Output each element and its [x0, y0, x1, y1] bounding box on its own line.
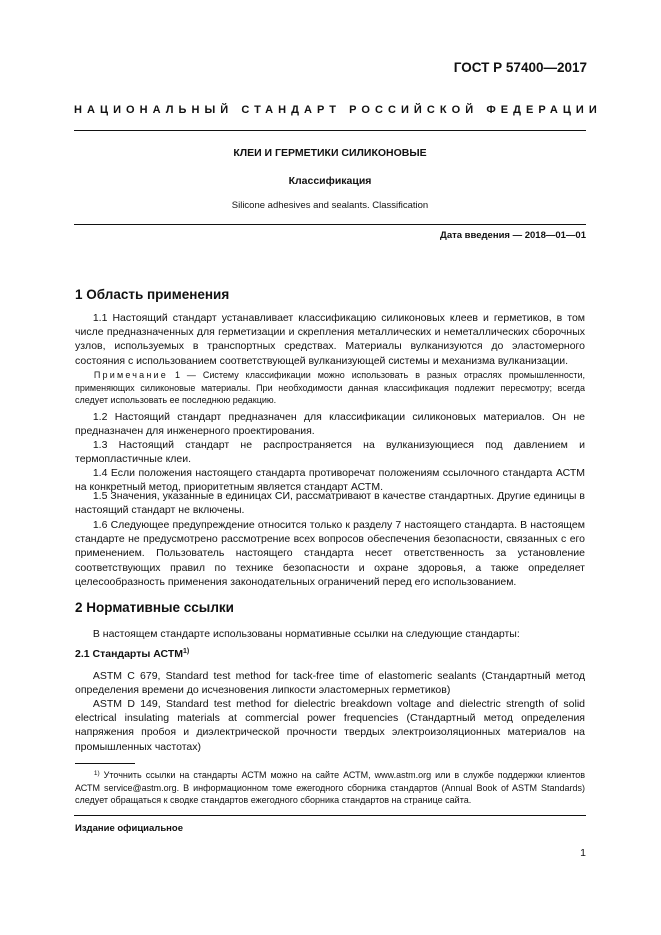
footnote-divider — [75, 763, 135, 764]
effective-date: Дата введения — 2018—01—01 — [440, 230, 586, 241]
note-label: Примечание — [93, 370, 168, 380]
header-divider — [74, 130, 586, 131]
standard-number: ГОСТ Р 57400—2017 — [453, 60, 587, 75]
paragraph-1-3: 1.3 Настоящий стандарт не распространяется на вулканизующиеся под давлением и термопластичные клеи. — [75, 439, 585, 466]
section-1-heading: 1 Область применения — [75, 287, 230, 302]
footnote-marker: 1) — [93, 770, 100, 777]
section-2-1-heading — [75, 648, 189, 660]
national-standard-banner: НАЦИОНАЛЬНЫЙ СТАНДАРТ РОССИЙСКОЙ ФЕДЕРАЦИИ — [74, 104, 602, 116]
footer-divider — [74, 815, 586, 816]
edition-label: Издание официальное — [75, 823, 183, 834]
note-text: 1 — Систему классификации можно использовать в разных отраслях промышленности, применяющих силиконовые материалы. При необходимости данная классификация подлежит пересмотру; всегда следует использовать ее последнюю редакцию. — [75, 370, 585, 405]
footnote-text: Уточнить ссылки на стандарты АСТМ можно на сайте АСТМ, www.astm.org или в службе поддержки клиентов АСТМ service@astm.org. В информационном томе ежегодного сборника стандартов (Annual Book of ASTM Standards) следует обращаться к сводке стандартов ежегодного сборника стандартов на странице сайта. — [75, 770, 585, 805]
paragraph-1-1: 1.1 Настоящий стандарт устанавливает классификацию силиконовых клеев и герметиков, в том числе предназначенных для герметизации и скрепления металлических и неметаллических сборочных узлов, используемых в транспортных средствах. Материалы вулканизуются до эластомерного состояния с использованием соответствующей вулканизующей системы и механизма вулканизации. — [75, 312, 585, 367]
paragraph-1-2: 1.2 Настоящий стандарт предназначен для классификации силиконовых материалов. Он не предназначен для инженерного проектирования. — [75, 411, 585, 438]
paragraph-1-4: 1.4 Если положения настоящего стандарта противоречат положениям ссылочного стандарта АСТМ на конкретный метод, приоритетным является стандарт АСТМ. — [75, 467, 585, 494]
title-divider — [74, 224, 586, 225]
footnote-ref: 1) — [183, 648, 190, 655]
page-number: 1 — [580, 847, 586, 859]
section-2-1-title: 2.1 Стандарты АСТМ — [75, 648, 184, 660]
section-2-heading: 2 Нормативные ссылки — [75, 600, 234, 615]
paragraph-1-6: 1.6 Следующее предупреждение относится только к разделу 7 настоящего стандарта. В настоящем стандарте не предусмотрено рассмотрение всех вопросов обеспечения безопасности, связанных с его применением. Пользователь настоящего стандарта несет ответственность за установление соответствующих правил по технике безопасности и охране здоровья, а также определяет целесообразность применения законодательных ограничений перед его использованием. — [75, 519, 585, 588]
reference-astm-c679: ASTM C 679, Standard test method for tack-free time of elastomeric sealants (Стандартный метод определения времени до исчезновения липкости эластомерных герметиков) — [75, 670, 585, 697]
document-subtitle: Классификация — [288, 175, 372, 187]
reference-astm-d149: ASTM D 149, Standard test method for dielectric breakdown voltage and dielectric strength of solid electrical insulating materials at commercial power frequencies (Стандартный метод определения напряжения пробоя и диэлектрической прочности твердых электроизоляционных материалов на промышленных частотах) — [75, 698, 585, 753]
paragraph-1-5: 1.5 Значения, указанные в единицах СИ, рассматривают в качестве стандартных. Другие единицы в настоящий стандарт не включены. — [75, 490, 585, 517]
document-title: КЛЕИ И ГЕРМЕТИКИ СИЛИКОНОВЫЕ — [233, 147, 427, 159]
english-title: Silicone adhesives and sealants. Classification — [231, 200, 429, 211]
section-2-intro: В настоящем стандарте использованы нормативные ссылки на следующие стандарты: — [92, 628, 520, 640]
footnote — [75, 768, 585, 807]
note-1 — [75, 369, 585, 407]
